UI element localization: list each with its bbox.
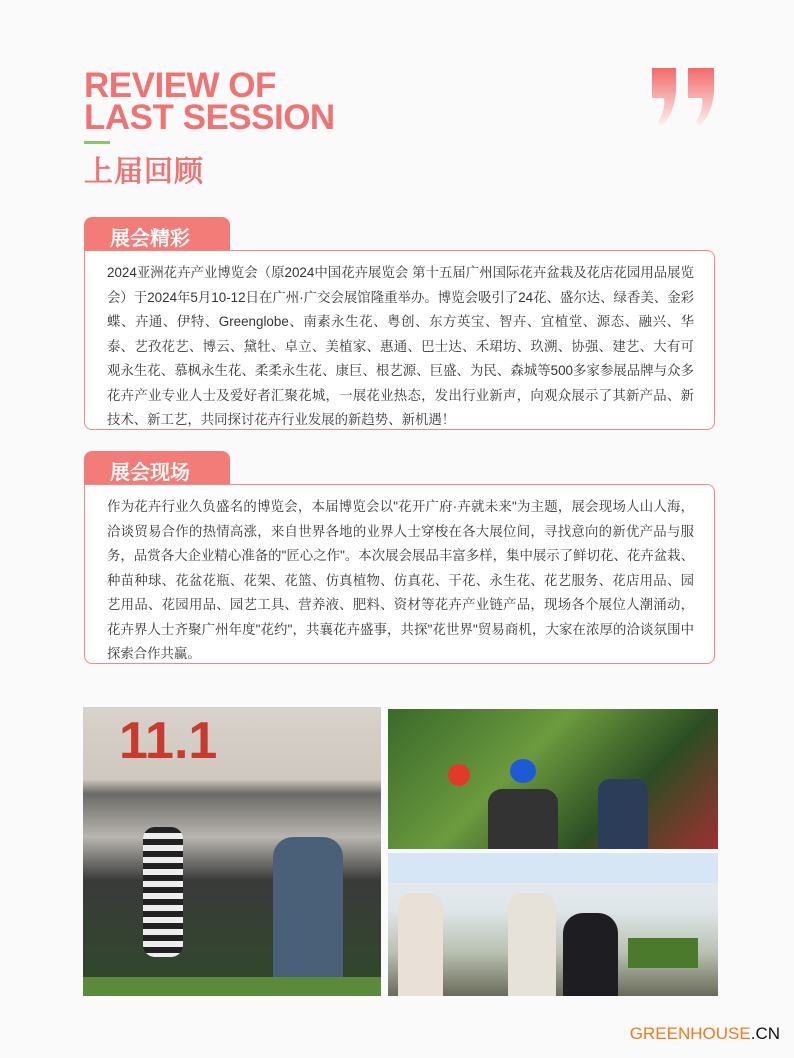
hall-sign: 11.1 (119, 712, 218, 770)
footer-brand (630, 1024, 780, 1044)
photo-green-wall-booth (388, 709, 718, 849)
section-box-highlights (84, 250, 715, 430)
title-en-line2: LAST SESSION (84, 98, 335, 137)
green-divider (84, 141, 110, 144)
title-en (84, 66, 335, 137)
footer-brand-suffix: .CN (750, 1024, 780, 1043)
highlights-text: 2024亚洲花卉产业博览会（原2024中国花卉展览会 第十五届广州国际花卉盆栽及花店花园用品展览会）于2024年5月10-12日在广州·广交会展馆隆重举办。博览会吸引了24花、盛尔达、绿香美、金彩蝶、卉通、伊特、Greenglobe、南素永生花、粤创、东方英宝、智卉、宜植堂、源态、融兴、华泰、艺孜花艺、博云、黛牡、卓立、美植家、惠通、巴士达、禾珺坊、玖溯、协强、建艺、大有可观永生花、慕枫永生花、柔柔永生花、康巨、根艺源、巨盛、为民、森城等500多家参展品牌与众多花卉产业专业人士及爱好者汇聚花城，一展花业热态，发出行业新声，向观众展示了其新产品、新技术、新工艺，共同探讨花卉行业发展的新趋势、新机遇！ (107, 265, 694, 427)
section-tab-highlights: 展会精彩 (84, 217, 230, 251)
photo-exhibition-hall (83, 707, 381, 996)
scene-text: 作为花卉行业久负盛名的博览会，本届博览会以"花开广府·卉就未来"为主题，展会现场人山人海，洽谈贸易合作的热情高涨，来自世界各地的业界人士穿梭在各大展位间，寻找意向的新优产品与服务，品赏各大企业精心准备的"匠心之作"。本次展会展品丰富多样，集中展示了鲜切花、花卉盆栽、种苗种球、花盆花瓶、花架、花篮、仿真植物、仿真花、干花、永生花、花艺服务、花店用品、园艺用品、花园用品、园艺工具、营养液、肥料、资材等花卉产业链产品，现场各个展位人潮涌动，花卉界人士齐聚广州年度"花约"，共襄花卉盛事，共探"花世界"贸易商机，大家在浓厚的洽谈氛围中探索合作共赢。 (107, 499, 694, 661)
section-box-scene (84, 484, 715, 664)
photo-booth-visitors (388, 853, 718, 996)
footer-brand-name: GREENHOUSE (629, 1024, 751, 1043)
title-cn: 上届回顾 (84, 156, 205, 188)
title-en-line1: REVIEW OF (84, 66, 276, 105)
section-tab-scene: 展会现场 (84, 451, 230, 485)
quote-mark-icon (650, 68, 716, 126)
